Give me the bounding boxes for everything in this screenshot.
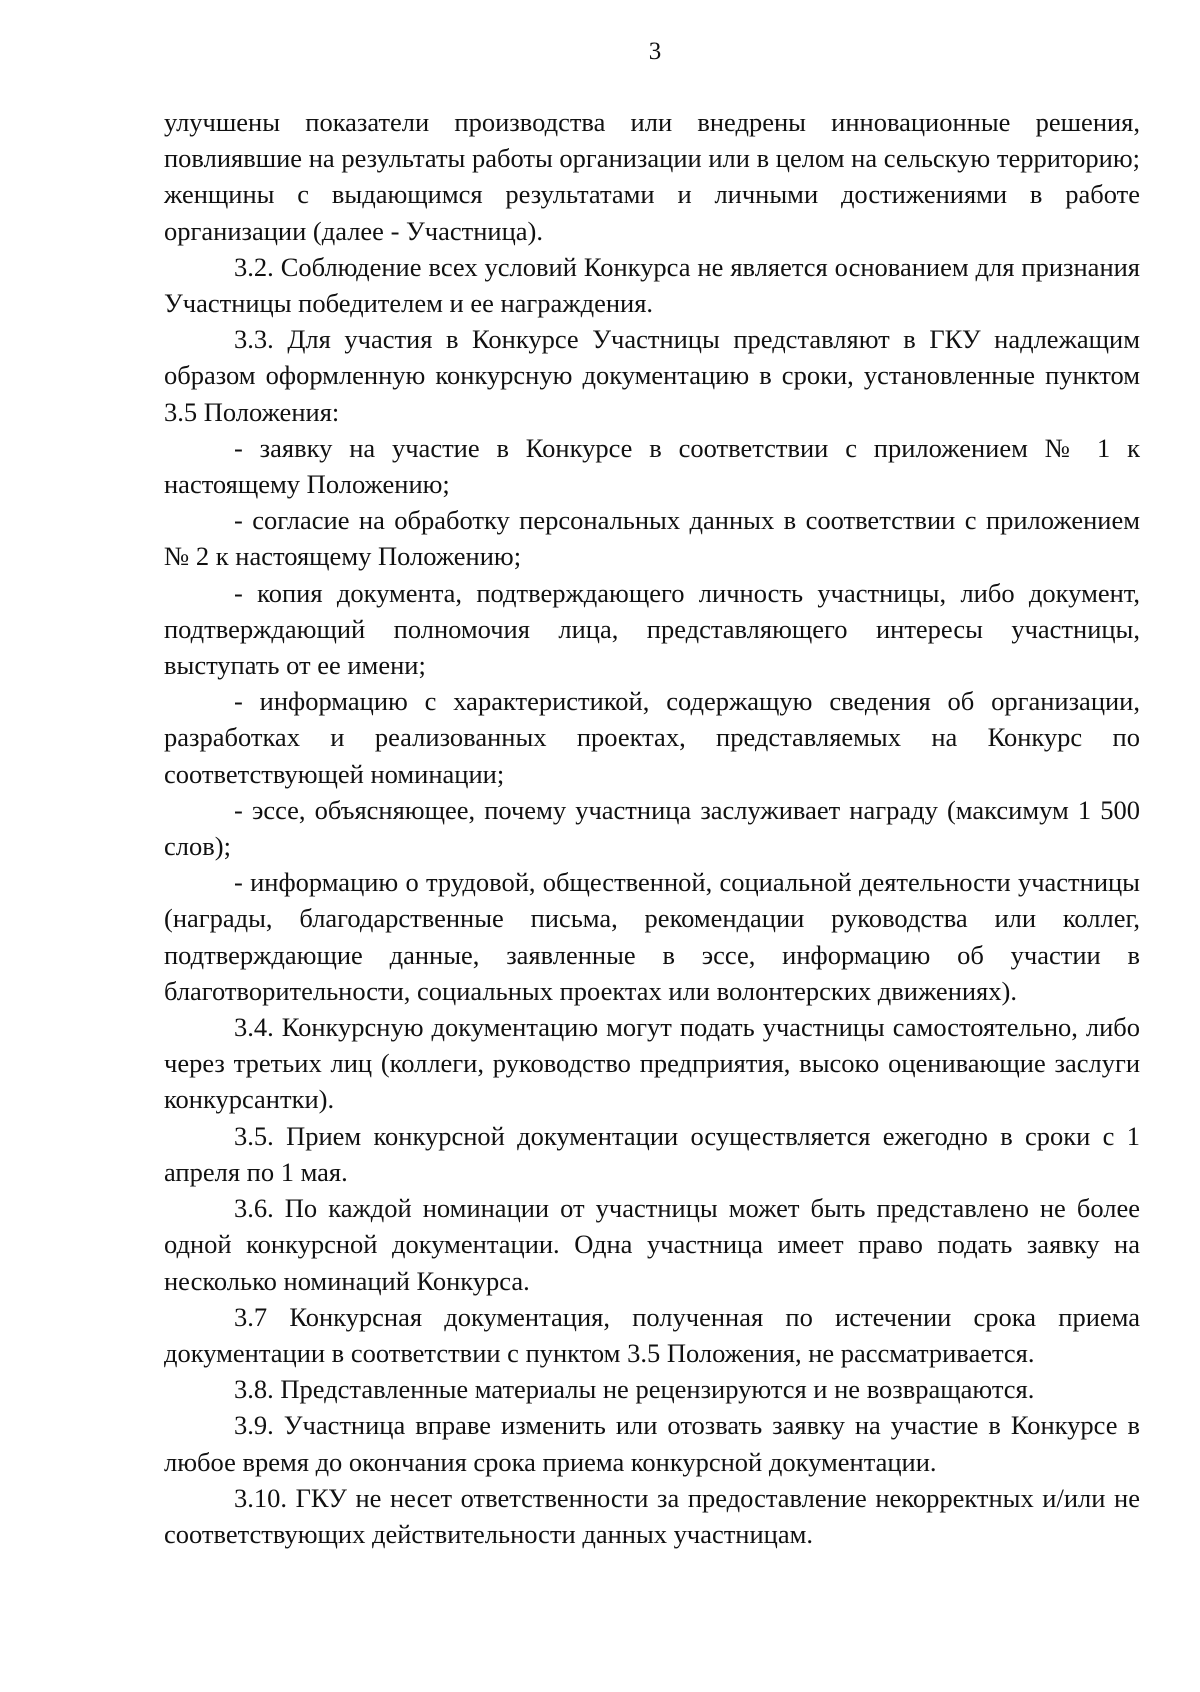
list-item-essay: - эссе, объясняющее, почему участница заслуживает награду (максимум 1 500 слов);: [164, 794, 1140, 862]
list-item-characteristics: - информацию с характеристикой, содержащую сведения об организации, разработках и реализованных проектах, представляемых на Конкурс по соответствующей номинации;: [164, 686, 1140, 789]
paragraph-3-7: 3.7 Конкурсная документация, полученная по истечении срока приема документации в соответствии с пунктом 3.5 Положения, не рассматривается.: [164, 1301, 1140, 1368]
document-body: [164, 104, 1140, 1552]
paragraph-3-9: 3.9. Участница вправе изменить или отозвать заявку на участие в Конкурсе в любое время до окончания срока приема конкурсной документации.: [164, 1410, 1140, 1477]
paragraph-3-4: 3.4. Конкурсную документацию могут подать участницы самостоятельно, либо через третьих лиц (коллеги, руководство предприятия, высоко оценивающие заслуги конкурсантки).: [164, 1012, 1140, 1115]
paragraph-3-8: 3.8. Представленные материалы не рецензируются и не возвращаются.: [234, 1374, 1035, 1405]
paragraph-3-10: 3.10. ГКУ не несет ответственности за предоставление некорректных и/или не соответствующих действительности данных участницам.: [164, 1482, 1140, 1549]
paragraph-3-5: 3.5. Прием конкурсной документации осуществляется ежегодно в сроки с 1 апреля по 1 мая.: [164, 1120, 1140, 1187]
list-item-identity-copy: - копия документа, подтверждающего личность участницы, либо документ, подтверждающий полномочия лица, представляющего интересы участницы, выступать от ее имени;: [164, 577, 1140, 681]
list-item-consent: - согласие на обработку персональных данных в соответствии с приложением № 2 к настоящему Положению;: [164, 505, 1140, 572]
paragraph-3-3: 3.3. Для участия в Конкурсе Участницы представляют в ГКУ надлежащим образом оформленную конкурсную документацию в сроки, установленные пунктом 3.5 Положения:: [164, 324, 1140, 427]
list-item-activity-info: - информацию о трудовой, общественной, социальной деятельности участницы (награды, благодарственные письма, рекомендации руководства или коллег, подтверждающие данные, заявленные в эссе, информацию об участии в благотворительности, социальных проектах или волонтерских движениях).: [164, 867, 1140, 1006]
paragraph-3-2: 3.2. Соблюдение всех условий Конкурса не является основанием для признания Участницы победителем и ее награждения.: [164, 251, 1140, 319]
paragraph-3-6: 3.6. По каждой номинации от участницы может быть представлено не более одной конкурсной документации. Одна участница имеет право подать заявку на несколько номинаций Конкурса.: [164, 1193, 1140, 1296]
paragraph-intro-continuation: улучшены показатели производства или внедрены инновационные решения, повлиявшие на результаты работы организации или в целом на сельскую территорию; женщины с выдающимся результатами и личными достижениями в работе организации (далее - Участница).: [164, 107, 1140, 246]
page-number: 3: [648, 38, 662, 65]
list-item-application: - заявку на участие в Конкурсе в соответствии с приложением № 1 к настоящему Положению;: [164, 432, 1140, 500]
